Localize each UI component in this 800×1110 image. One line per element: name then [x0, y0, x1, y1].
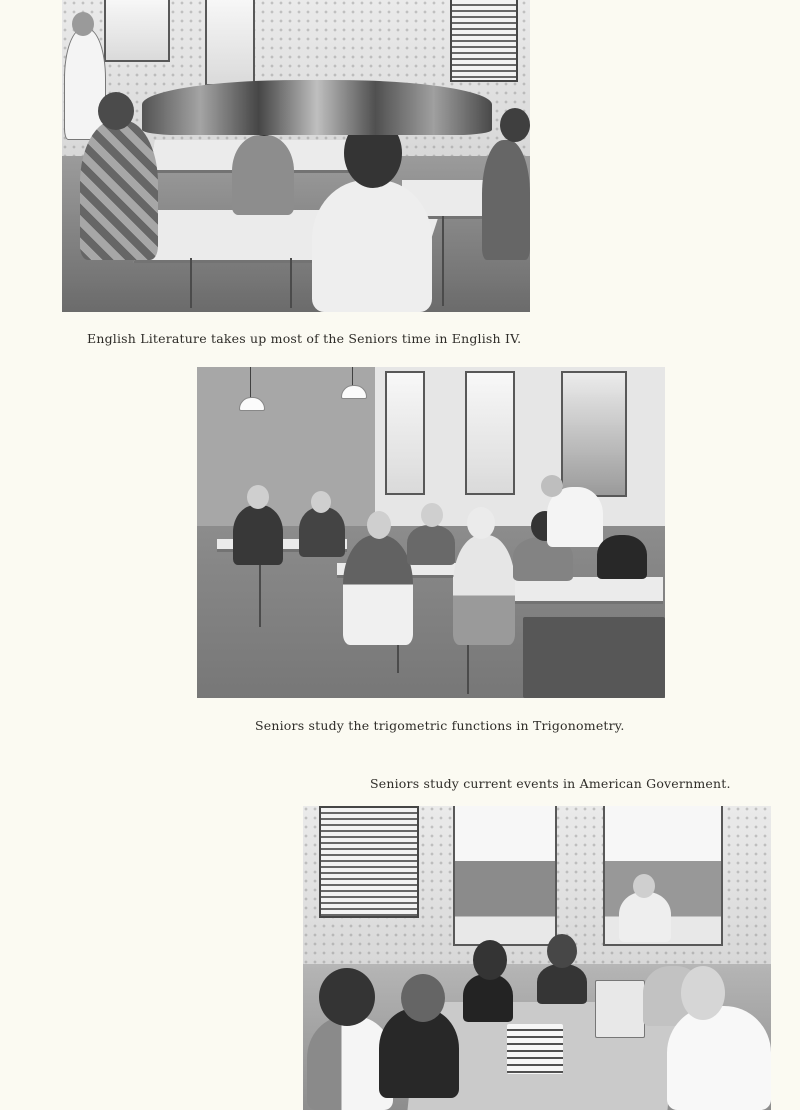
teacher-figure — [619, 892, 671, 942]
window — [453, 806, 557, 946]
window — [205, 0, 255, 86]
student-head — [98, 92, 134, 130]
lamp-cord — [250, 367, 251, 399]
window — [561, 371, 627, 497]
magazine — [595, 980, 645, 1038]
student-face — [311, 491, 331, 513]
lamp-cord — [352, 367, 353, 387]
student-head — [319, 968, 375, 1026]
window — [465, 371, 515, 495]
student-head — [500, 108, 530, 142]
teacher-face — [633, 874, 655, 898]
student-figure — [537, 964, 587, 1004]
student-figure — [233, 505, 283, 565]
caption-english-literature: English Literature takes up most of the Seniors time in English IV. — [87, 331, 522, 346]
book-stack — [507, 1024, 563, 1074]
window — [104, 0, 170, 62]
student-face — [247, 485, 269, 509]
window — [385, 371, 425, 495]
student-figure — [482, 140, 530, 260]
window-blind — [450, 0, 518, 82]
student-face — [421, 503, 443, 527]
student-figure — [667, 1006, 771, 1110]
caption-trigonometry: Seniors study the trigometric functions in Trigonometry. — [255, 718, 625, 733]
desk-leg — [442, 216, 444, 306]
teacher-figure — [64, 28, 106, 140]
student-figure — [343, 535, 413, 645]
student-head — [401, 974, 445, 1022]
student-figure — [312, 180, 432, 312]
teacher-head — [541, 475, 563, 497]
desk-leg — [290, 258, 292, 308]
students-background — [142, 80, 492, 135]
student-figure — [299, 507, 345, 557]
student-head — [547, 934, 577, 968]
teacher-desk — [523, 617, 665, 698]
student-figure — [463, 974, 513, 1022]
photo-american-government — [303, 806, 771, 1110]
student-plaid — [80, 120, 158, 260]
desk-leg — [190, 258, 192, 308]
student-figure — [232, 135, 294, 215]
student-face — [367, 511, 391, 539]
window-blind — [319, 806, 419, 918]
student-face — [681, 966, 725, 1020]
caption-american-government: Seniors study current events in American Government. — [370, 776, 731, 791]
student-figure — [597, 535, 647, 579]
photo-english-literature — [62, 0, 530, 312]
student-figure — [407, 525, 455, 565]
student-plaid-skirt — [453, 535, 515, 645]
teacher-head — [72, 12, 94, 36]
student-head — [473, 940, 507, 980]
photo-trigonometry — [197, 367, 665, 698]
student-face — [467, 507, 495, 539]
